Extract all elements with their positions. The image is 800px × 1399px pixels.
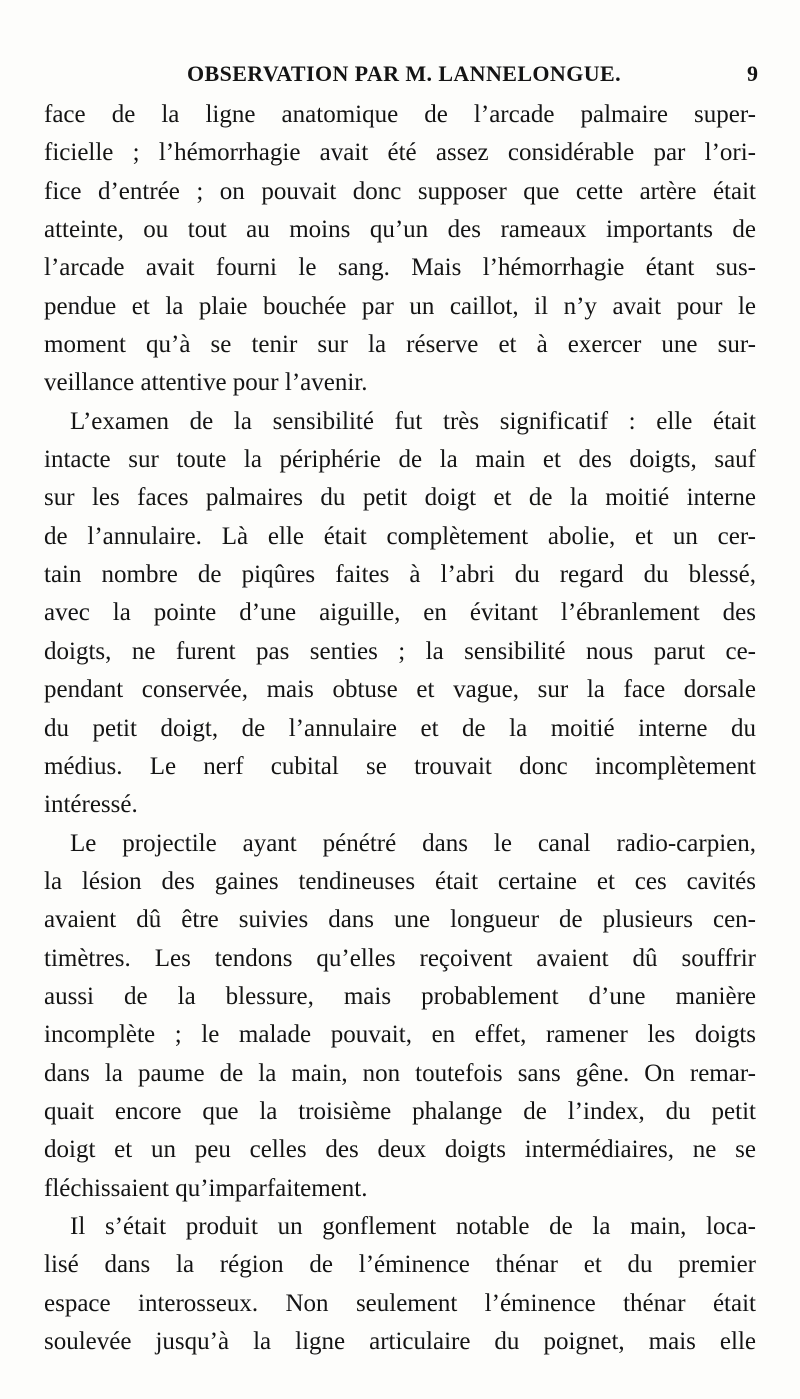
text-line: quait encore que la troisième phalange de l’index, du petit bbox=[44, 1097, 756, 1125]
paragraph-first-line: Le projectile ayant pénétré dans le canal radio-carpien, bbox=[70, 829, 756, 857]
text-line: avec la pointe d’une aiguille, en évitant l’ébranlement des bbox=[44, 599, 756, 627]
text-line: doigts, ne furent pas senties ; la sensibilité nous parut ce- bbox=[44, 637, 756, 665]
text-line: fice d’entrée ; on pouvait donc supposer que cette artère était bbox=[44, 177, 756, 205]
paragraph-first-line: L’examen de la sensibilité fut très significatif : elle était bbox=[70, 407, 756, 435]
text-line: dans la paume de la main, non toutefois sans gêne. On remar- bbox=[44, 1059, 756, 1087]
text-line: aussi de la blessure, mais probablement d’une manière bbox=[44, 982, 756, 1010]
running-title: OBSERVATION PAR M. LANNELONGUE. bbox=[187, 61, 621, 86]
body-text bbox=[44, 96, 756, 1361]
page-number: 9 bbox=[747, 61, 758, 86]
text-line: avaient dû être suivies dans une longueur de plusieurs cen- bbox=[44, 906, 756, 934]
text-line: médius. Le nerf cubital se trouvait donc incomplètement bbox=[44, 752, 756, 780]
text-line: pendue et la plaie bouchée par un caillot, il n’y avait pour le bbox=[44, 292, 756, 320]
paragraph-last-line: veillance attentive pour l’avenir. bbox=[44, 369, 368, 397]
text-line: sur les faces palmaires du petit doigt et de la moitié interne bbox=[44, 484, 756, 512]
text-line: du petit doigt, de l’annulaire et de la moitié interne du bbox=[44, 714, 756, 742]
text-line: atteinte, ou tout au moins qu’un des rameaux importants de bbox=[44, 216, 756, 244]
text-line: la lésion des gaines tendineuses était certaine et ces cavités bbox=[44, 867, 756, 895]
running-head bbox=[44, 57, 764, 91]
text-line: lisé dans la région de l’éminence thénar et du premier bbox=[44, 1251, 756, 1279]
paragraph-last-line: intéressé. bbox=[44, 791, 138, 819]
text-line: ficielle ; l’hémorrhagie avait été assez considérable par l’ori- bbox=[44, 139, 756, 167]
text-line: l’arcade avait fourni le sang. Mais l’hémorrhagie étant sus- bbox=[44, 254, 756, 282]
text-line: soulevée jusqu’à la ligne articulaire du poignet, mais elle bbox=[44, 1328, 756, 1355]
paragraph-last-line: fléchissaient qu’imparfaitement. bbox=[44, 1174, 368, 1202]
text-line: de l’annulaire. Là elle était complètement abolie, et un cer- bbox=[44, 522, 756, 550]
text-line: pendant conservée, mais obtuse et vague, sur la face dorsale bbox=[44, 676, 756, 704]
text-line: timètres. Les tendons qu’elles reçoivent avaient dû souffrir bbox=[44, 944, 756, 972]
text-line: tain nombre de piqûres faites à l’abri du regard du blessé, bbox=[44, 561, 756, 589]
text-line: intacte sur toute la périphérie de la main et des doigts, sauf bbox=[44, 446, 756, 474]
text-line: face de la ligne anatomique de l’arcade palmaire super- bbox=[44, 101, 756, 128]
text-line: espace interosseux. Non seulement l’éminence thénar était bbox=[44, 1289, 756, 1317]
text-line: moment qu’à se tenir sur la réserve et à exercer une sur- bbox=[44, 331, 756, 359]
paragraph-first-line: Il s’était produit un gonflement notable de la main, loca- bbox=[70, 1212, 756, 1240]
text-line: incomplète ; le malade pouvait, en effet, ramener les doigts bbox=[44, 1021, 756, 1049]
text-line: doigt et un peu celles des deux doigts intermédiaires, ne se bbox=[44, 1136, 756, 1164]
